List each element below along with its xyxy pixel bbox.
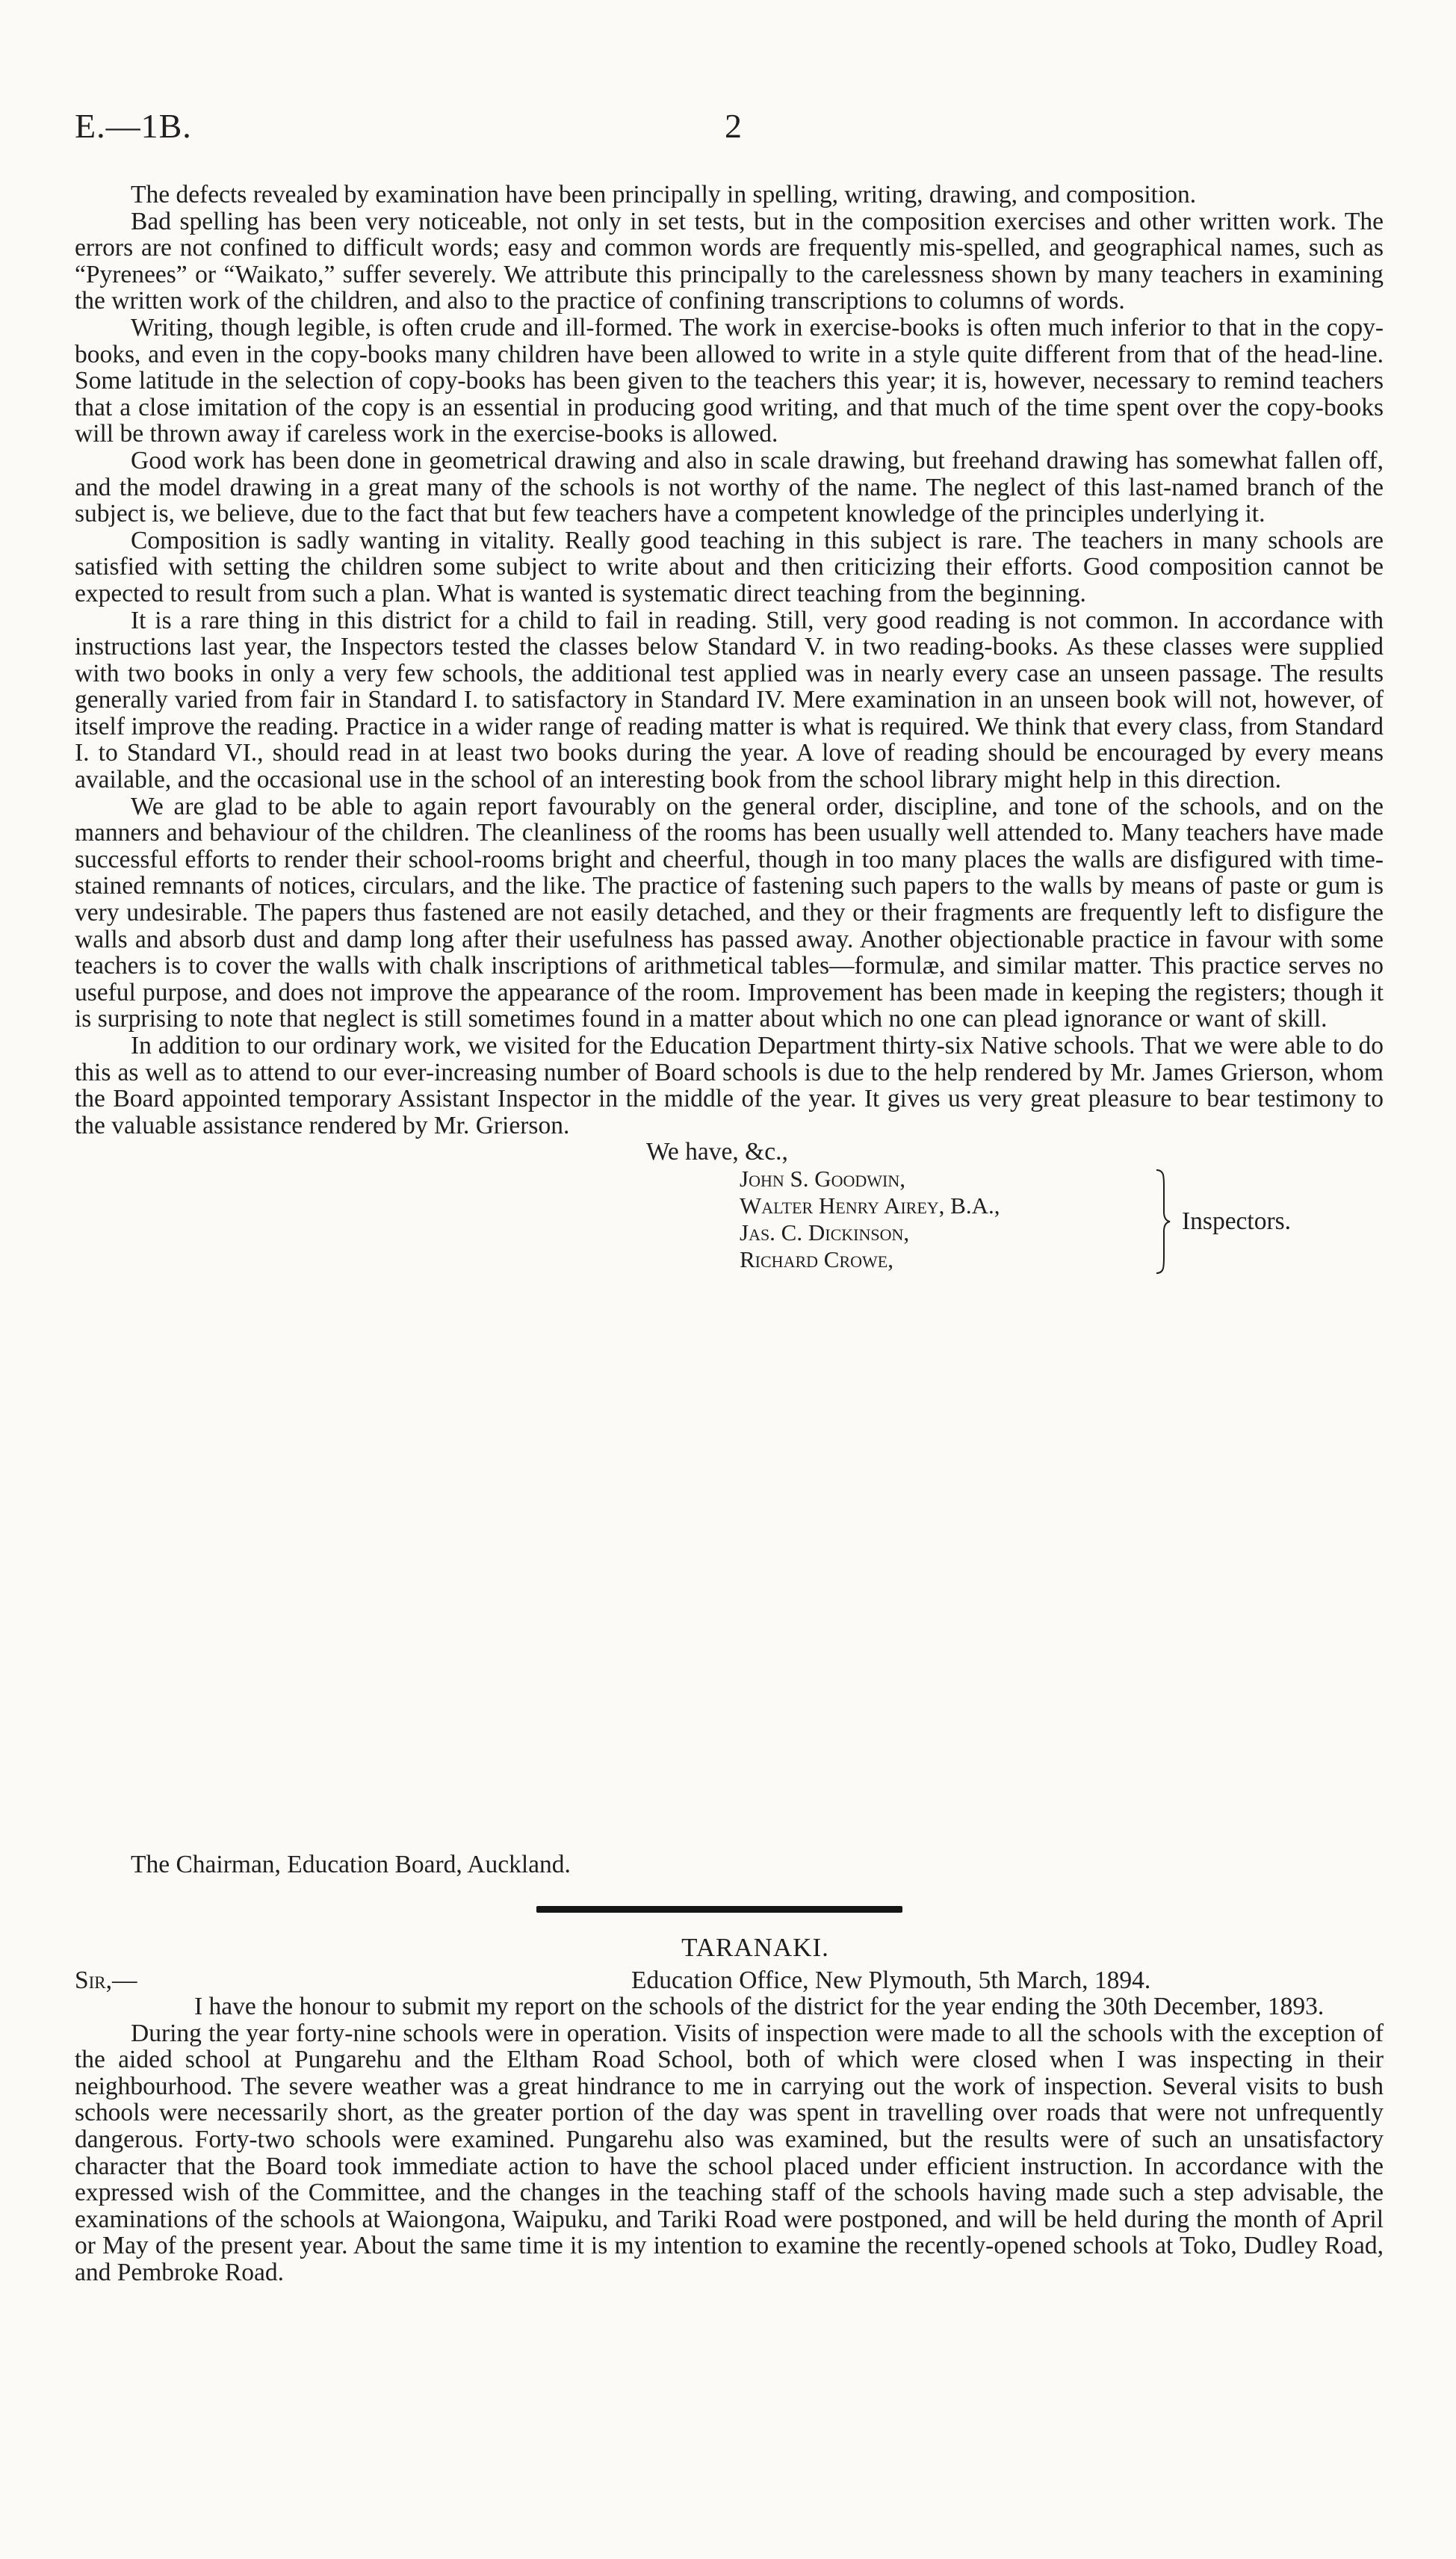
- paragraph-drawing: Good work has been done in geometrical drawing and also in scale drawing, but freehand drawing has somewhat fallen off, and the model drawing in a great many of the schools is not worthy of the name. The neglect of this last-named branch of the subject is, we believe, due to the fact that but few teachers have a competent knowledge of the principles underlying it.: [75, 446, 1384, 528]
- section-title-taranaki: TARANAKI.: [681, 1933, 829, 1962]
- paragraph-taranaki-intro: I have the honour to submit my report on the schools of the district for the year ending the 30th December, 1893.: [194, 1993, 1325, 2020]
- paragraph-defects: The defects revealed by examination have been principally in spelling, writing, drawing, and composition.: [131, 181, 1197, 208]
- paragraph-writing: Writing, though legible, is often crude and ill-formed. The work in exercise-books is often much inferior to that in the copy-books, and even in the copy-books many children have been allowed to write in a style quite different from that of the head-line. Some latitude in the selection of copy-books has been given to the teachers this year; it is, however, necessary to remind teachers that a close imitation of the copy is an essential in producing good writing, and that much of the time spent over the copy-books will be thrown away if careless work in the exercise-books is allowed.: [75, 313, 1384, 448]
- closing-phrase: We have, &c.,: [646, 1138, 788, 1166]
- paragraph-reading: It is a rare thing in this district for a child to fail in reading. Still, very good reading is not common. In accordance with instructions last year, the Inspectors tested the classes below Standard V. in two reading-books. As these classes were supplied with two books in only a very few schools, the additional test applied was in nearly every case an unseen passage. The results generally varied from fair in Standard I. to satisfactory in Standard IV. Mere examination in an unseen book will not, however, of itself improve the reading. Practice in a wider range of reading matter is what is required. We think that every class, from Standard I. to Standard VI., should read in at least two books during the year. A love of reading should be encouraged by every means available, and the occasional use in the school of an interesting book from the school library might help in this direction.: [75, 606, 1384, 794]
- inspector-name: Richard Crowe,: [740, 1246, 893, 1273]
- page-header: [75, 106, 1390, 151]
- document-reference: E.—1B.: [75, 107, 192, 145]
- right-brace-icon: [1154, 1169, 1172, 1275]
- paragraph-order-discipline: We are glad to be able to again report favourably on the general order, discipline, and tone of the schools, and on the manners and behaviour of the children. The cleanliness of the rooms has been usually well attended to. Many teachers have made successful efforts to render their school-rooms bright and cheerful, though in too many places the walls are disfigured with time-stained remnants of notices, circulars, and the like. The practice of fastening such papers to the walls by means of paste or gum is very undesirable. The papers thus fastened are not easily detached, and they or their fragments are frequently left to disfigure the walls and absorb dust and damp long after their usefulness has passed away. Another objectionable practice in favour with some teachers is to cover the walls with chalk inscriptions of arithmetical tables—formulæ, and similar matter. This practice serves no useful purpose, and does not improve the appearance of the room. Improvement has been made in keeping the registers; though it is surprising to note that neglect is still sometimes found in a matter about which no one can plead ignorance or want of skill.: [75, 792, 1384, 1033]
- signature-block: [75, 1138, 1384, 1273]
- inspector-name: John S. Goodwin,: [740, 1166, 905, 1192]
- salutation: Sir,—: [75, 1967, 137, 1994]
- inspector-name: Jas. C. Dickinson,: [740, 1219, 910, 1246]
- paragraph-spelling: Bad spelling has been very noticeable, not only in set tests, but in the composition exercises and other written work. The errors are not confined to difficult words; easy and common words are frequently mis-spelled, and geographical names, such as “Pyrenees” or “Waikato,” suffer severely. We attribute this principally to the carelessness shown by many teachers in examining the written work of the children, and also to the practice of confining transcriptions to columns of words.: [75, 207, 1384, 315]
- paragraph-composition: Composition is sadly wanting in vitality. Really good teaching in this subject is rare. The teachers in many schools are satisfied with setting the children some subject to write about and then criticizing their efforts. Good composition cannot be expected to result from such a plan. What is wanted is systematic direct teaching from the beginning.: [75, 526, 1384, 607]
- report-body: [75, 181, 1384, 1273]
- inspector-name: Walter Henry Airey, B.A.,: [740, 1192, 1000, 1219]
- taranaki-report: [75, 1993, 1384, 2286]
- section-divider: [536, 1906, 902, 1913]
- signatory-role: Inspectors.: [1182, 1207, 1292, 1236]
- addressee: The Chairman, Education Board, Auckland.: [131, 1851, 571, 1878]
- paragraph-native-schools: In addition to our ordinary work, we visited for the Education Department thirty-six Native schools. That we were able to do this as well as to attend to our ever-increasing number of Board schools is due to the help rendered by Mr. James Grierson, whom the Board appointed temporary Assistant Inspector in the middle of the year. It gives us very great pleasure to bear testimony to the valuable assistance rendered by Mr. Grierson.: [75, 1032, 1384, 1139]
- page-number: 2: [725, 107, 742, 145]
- paragraph-taranaki-inspection: During the year forty-nine schools were in operation. Visits of inspection were made to all the schools with the exception of the aided school at Pungarehu and the Eltham Road School, both of which were closed when I was inspecting in their neighbourhood. The severe weather was a great hindrance to me in carrying out the work of inspection. Several visits to bush schools were necessarily short, as the greater portion of the day was spent in travelling over roads that were not unfrequently dangerous. Forty-two schools were examined. Pungarehu also was examined, but the results were of such an unsatisfactory character that the Board took immediate action to have the school placed under efficient instruction. In accordance with the expressed wish of the Committee, and the changes in the teaching staff of the schools having made such a step advisable, the examinations of the schools at Waiongona, Waipuku, and Tariki Road were postponed, and will be held during the month of April or May of the present year. About the same time it is my intention to examine the recently-opened schools at Toko, Dudley Road, and Pembroke Road.: [75, 2019, 1384, 2286]
- letter-address-date: Education Office, New Plymouth, 5th March, 1894.: [631, 1967, 1151, 1994]
